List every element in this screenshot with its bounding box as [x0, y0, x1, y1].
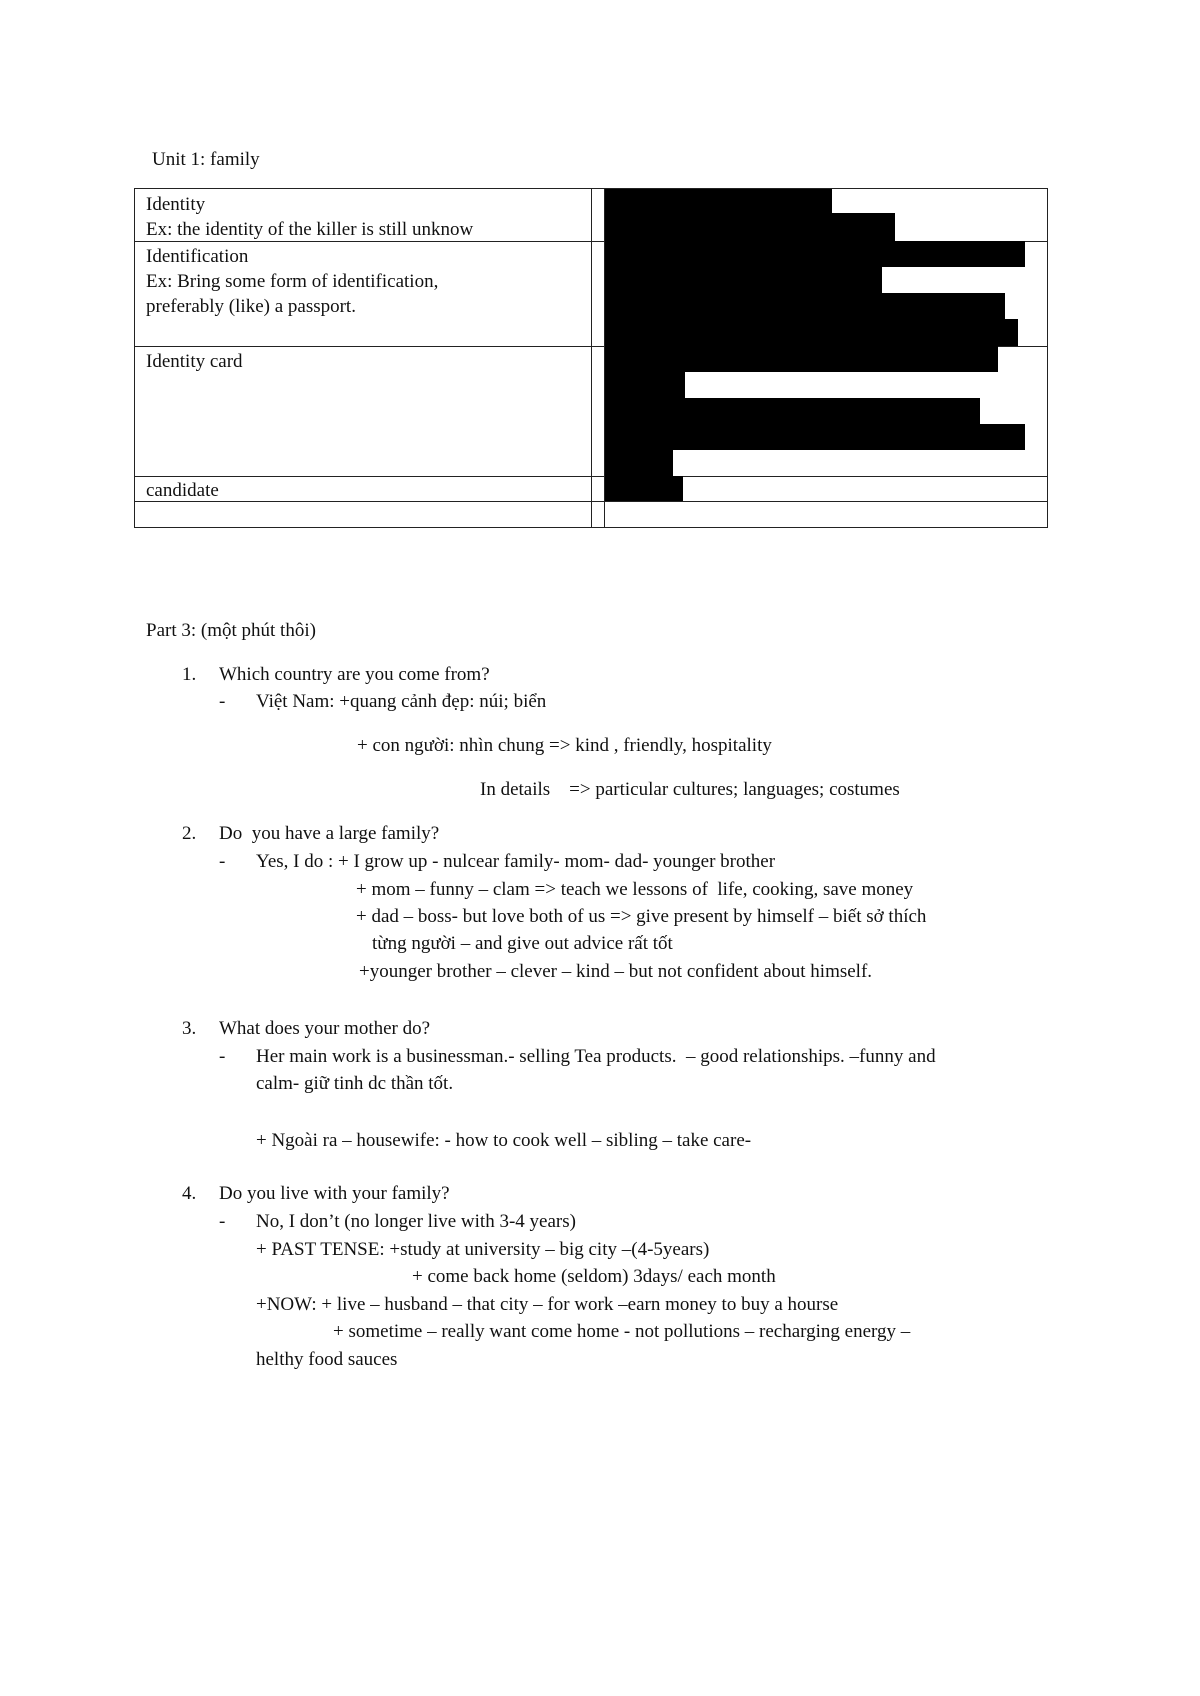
- vocab-term: candidate: [146, 480, 219, 501]
- vocab-example: Ex: the identity of the killer is still unknow: [146, 219, 474, 240]
- answer-dash: -: [219, 851, 226, 872]
- table-row: [146, 349, 243, 374]
- table-row: [146, 192, 473, 242]
- vocab-example: Ex: Bring some form of identification,: [146, 271, 439, 292]
- answer-line: Việt Nam: +quang cảnh đẹp: núi; biển: [256, 691, 547, 712]
- question-text: Do you live with your family?: [219, 1183, 450, 1204]
- answer-line: +younger brother – clever – kind – but not confident about himself.: [359, 961, 873, 982]
- answer-dash: -: [219, 1046, 226, 1067]
- vocab-table: [134, 188, 1048, 528]
- vocab-term: Identification: [146, 246, 249, 267]
- page-title: Unit 1: family: [152, 149, 260, 170]
- vocab-term: Identity card: [146, 351, 243, 372]
- answer-line: calm- giữ tinh dc thần tốt.: [256, 1073, 454, 1094]
- question-number: 3.: [182, 1018, 197, 1039]
- answer-line: No, I don’t (no longer live with 3-4 years): [256, 1211, 576, 1232]
- answer-line: + Ngoài ra – housewife: - how to cook well – sibling – take care-: [256, 1130, 752, 1151]
- question-text: What does your mother do?: [219, 1018, 431, 1039]
- question-number: 4.: [182, 1183, 197, 1204]
- answer-line: + con người: nhìn chung => kind , friendly, hospitality: [357, 735, 772, 756]
- answer-line: từng người – and give out advice rất tốt: [372, 933, 673, 954]
- answer-line: helthy food sauces: [256, 1349, 398, 1370]
- answer-line: + come back home (seldom) 3days/ each month: [412, 1266, 776, 1287]
- question-text: Which country are you come from?: [219, 664, 490, 685]
- answer-line: + PAST TENSE: +study at university – big city –(4-5years): [256, 1239, 710, 1260]
- vocab-example: preferably (like) a passport.: [146, 296, 356, 317]
- table-row: [146, 244, 438, 319]
- answer-dash: -: [219, 691, 226, 712]
- answer-line: + sometime – really want come home - not pollutions – recharging energy –: [333, 1321, 911, 1342]
- answer-dash: -: [219, 1211, 226, 1232]
- answer-line: Her main work is a businessman.- selling Tea products. – good relationships. –funny and: [256, 1046, 936, 1067]
- question-text: Do you have a large family?: [219, 823, 440, 844]
- answer-line: Yes, I do : + I grow up - nulcear family- mom- dad- younger brother: [256, 851, 776, 872]
- section-heading: Part 3: (một phút thôi): [146, 620, 316, 641]
- question-number: 2.: [182, 823, 197, 844]
- answer-line: + dad – boss- but love both of us => give present by himself – biết sở thích: [356, 906, 927, 927]
- question-number: 1.: [182, 664, 197, 685]
- answer-line: In details => particular cultures; languages; costumes: [480, 779, 900, 800]
- vocab-term: Identity: [146, 194, 206, 215]
- answer-line: + mom – funny – clam => teach we lessons of life, cooking, save money: [356, 879, 914, 900]
- answer-line: +NOW: + live – husband – that city – for work –earn money to buy a hourse: [256, 1294, 839, 1315]
- table-row: [146, 478, 219, 503]
